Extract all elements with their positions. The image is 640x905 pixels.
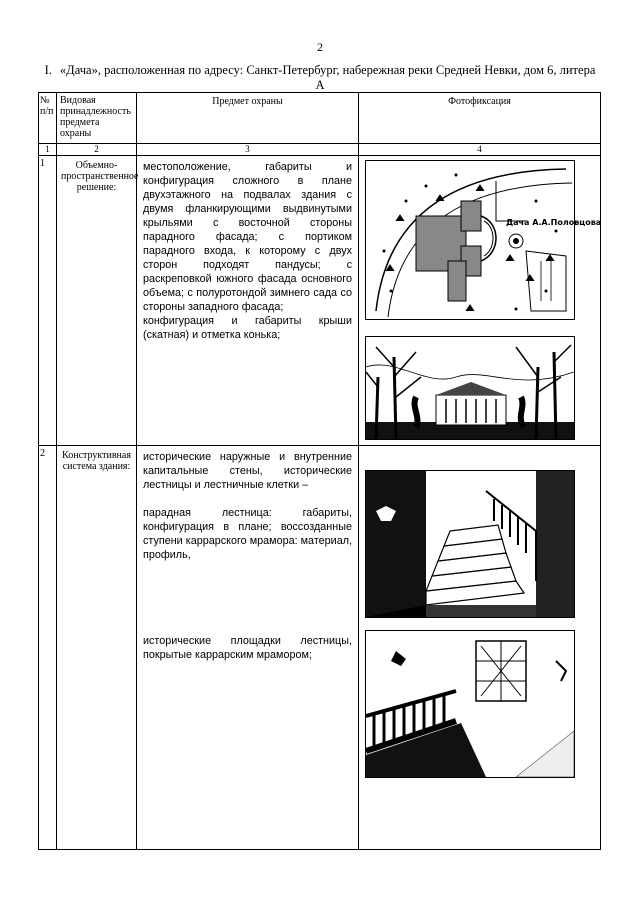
header-subject: Предмет охраны (137, 93, 359, 144)
document-heading (40, 63, 600, 93)
column-number: 3 (137, 144, 359, 156)
row-subject (137, 156, 359, 446)
column-number: 4 (359, 144, 601, 156)
row-number: 2 (39, 446, 57, 850)
staircase-photo-drawing (366, 471, 574, 617)
row-photos (359, 156, 601, 446)
subject-paragraph: парадная лестница: габариты, конфигурация в плане; воссозданные ступени каррарского мрамора: материал, профиль, (143, 507, 352, 561)
header-num: № п/п (39, 93, 57, 144)
column-number: 1 (39, 144, 57, 156)
subject-paragraph: исторические площадки лестницы, покрытые каррарским мрамором; (143, 635, 352, 661)
subject-paragraph: конфигурация и габариты крыши (скатная) и отметка конька; (143, 315, 352, 341)
staircase-photo (365, 470, 575, 618)
row-type: Конструктивная система здания: (57, 446, 137, 850)
facade-photo-drawing (366, 337, 574, 439)
row-subject (137, 446, 359, 850)
header-type: Видовая принадлежность предмета охраны (57, 93, 137, 144)
landing-photo-drawing (366, 631, 574, 777)
site-plan-image (365, 160, 602, 320)
table-row (39, 446, 601, 850)
facade-photo (365, 336, 575, 440)
table-row (39, 156, 601, 446)
protection-table (38, 92, 601, 850)
subject-paragraph: исторические наружные и внутренние капитальные стены, исторические лестницы и лестничные клетки – (143, 451, 352, 491)
row-type: Объемно-пространственное решение: (57, 156, 137, 446)
row-number: 1 (39, 156, 57, 446)
table-header-row (39, 93, 601, 144)
page-number: 2 (317, 40, 323, 54)
column-number: 2 (57, 144, 137, 156)
heading-text: «Дача», расположенная по адресу: Санкт-Петербург, набережная реки Средней Невки, дом 6, литера А (59, 63, 596, 92)
subject-paragraph: местоположение, габариты и конфигурация сложного в плане двухэтажного на подвалах здания с двумя фланкирующими выдвинутыми крыльями с восточной стороны парадного фасада; с портиком парадного входа, к которому с двух сторон подходят пандусы; с раскреповкой южного фасада основного объема; с полуротондой зимнего сада со стороны западного фасада; (143, 161, 352, 313)
map-label: Дача А.А.Половцова (506, 218, 602, 227)
heading-number: I. (44, 63, 52, 77)
row-photos (359, 446, 601, 850)
header-photo: Фотофиксация (359, 93, 601, 144)
column-number-row (39, 144, 601, 156)
landing-photo (365, 630, 575, 778)
site-plan-drawing (366, 161, 602, 319)
